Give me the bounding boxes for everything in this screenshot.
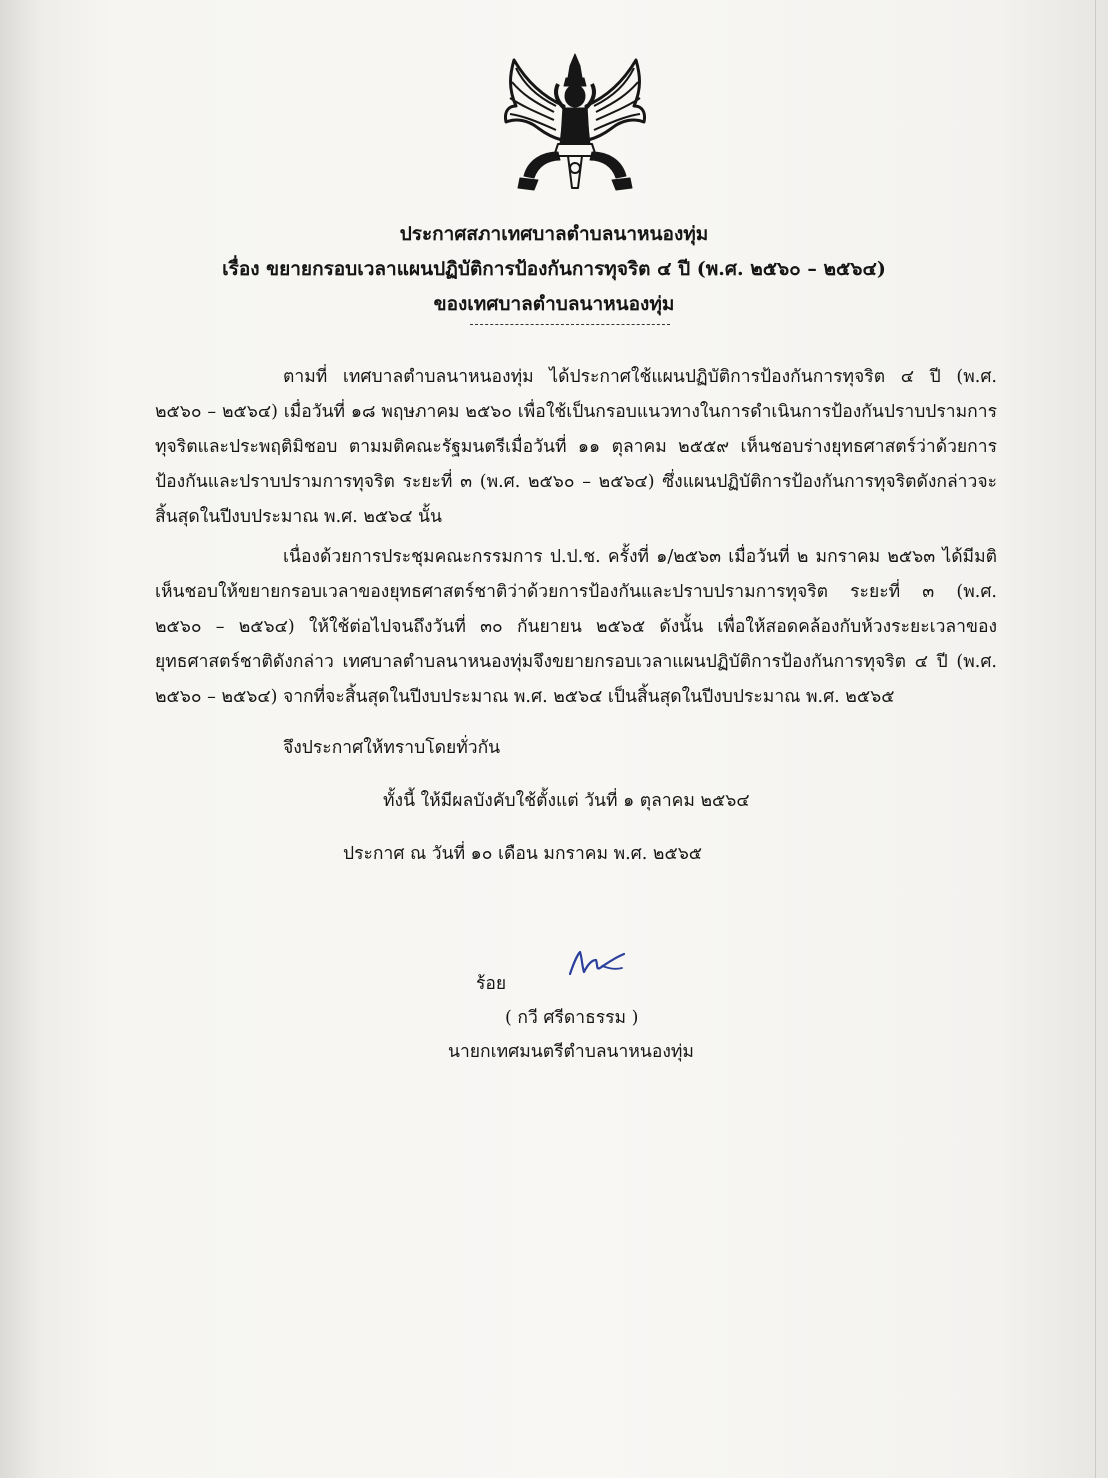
title-divider <box>470 324 670 325</box>
announcement-line: จึงประกาศให้ทราบโดยทั่วกัน <box>283 738 501 758</box>
handwritten-signature <box>566 948 630 982</box>
paragraph-2-text: เนื่องด้วยการประชุมคณะกรรมการ ป.ป.ช. ครั้งที่ ๑/๒๕๖๓ เมื่อวันที่ ๒ มกราคม ๒๕๖๓ ได้มีมติเห็นชอบให้ขยายกรอบเวลาของยุทธศาสตร์ชาติว่าด้วยการป้องกันและปราบปรามการทุจริต ระยะที่ ๓ (พ.ศ. ๒๕๖๐ – ๒๕๖๔) ให้ใช้ต่อไปจนถึงวันที่ ๓๐ กันยายน ๒๕๖๕ ดังนั้น เพื่อให้สอดคล้องกับห้วงระยะเวลาของยุทธศาสตร์ชาติดังกล่าว เทศบาลตำบลนาหนองทุ่มจึงขยายกรอบเวลาแผนปฏิบัติการป้องกันการทุจริต ๔ ปี (พ.ศ. ๒๕๖๐ – ๒๕๖๔) จากที่จะสิ้นสุดในปีงบประมาณ พ.ศ. ๒๕๖๔ เป็นสิ้นสุดในปีงบประมาณ พ.ศ. ๒๕๖๕ <box>155 547 997 707</box>
body-paragraph-1 <box>155 360 997 535</box>
signatory-rank: ร้อย <box>476 974 507 994</box>
announced-on-line: ประกาศ ณ วันที่ ๑๐ เดือน มกราคม พ.ศ. ๒๕๖๕ <box>343 844 703 864</box>
body-paragraph-2 <box>155 540 997 715</box>
document-subject: เรื่อง ขยายกรอบเวลาแผนปฏิบัติการป้องกันการทุจริต ๔ ปี (พ.ศ. ๒๕๖๐ – ๒๕๖๔) <box>222 258 886 280</box>
effective-date-line: ทั้งนี้ ให้มีผลบังคับใช้ตั้งแต่ วันที่ ๑ ตุลาคม ๒๕๖๔ <box>383 791 750 811</box>
garuda-emblem-icon <box>498 48 652 196</box>
signatory-name: ( กวี ศรีดาธรรม ) <box>505 1008 639 1028</box>
signatory-position: นายกเทศมนตรีตำบลนาหนองทุ่ม <box>448 1042 694 1062</box>
paragraph-1-text: ตามที่ เทศบาลตำบลนาหนองทุ่ม ได้ประกาศใช้แผนปฏิบัติการป้องกันการทุจริต ๔ ปี (พ.ศ. ๒๕๖๐ – ๒๕๖๔) เมื่อวันที่ ๑๘ พฤษภาคม ๒๕๖๐ เพื่อใช้เป็นกรอบแนวทางในการดำเนินการป้องกันปราบปรามการทุจริตและประพฤติมิชอบ ตามมติคณะรัฐมนตรีเมื่อวันที่ ๑๑ ตุลาคม ๒๕๕๙ เห็นชอบร่างยุทธศาสตร์ว่าด้วยการป้องกันและปราบปรามการทุจริต ระยะที่ ๓ (พ.ศ. ๒๕๖๐ – ๒๕๖๔) ซึ่งแผนปฏิบัติการป้องกันการทุจริตดังกล่าวจะสิ้นสุดในปีงบประมาณ พ.ศ. ๒๕๖๔ นั้น <box>155 367 997 527</box>
document-title: ประกาศสภาเทศบาลตำบลนาหนองทุ่ม <box>399 223 709 245</box>
document-subtitle: ของเทศบาลตำบลนาหนองทุ่ม <box>433 293 675 315</box>
